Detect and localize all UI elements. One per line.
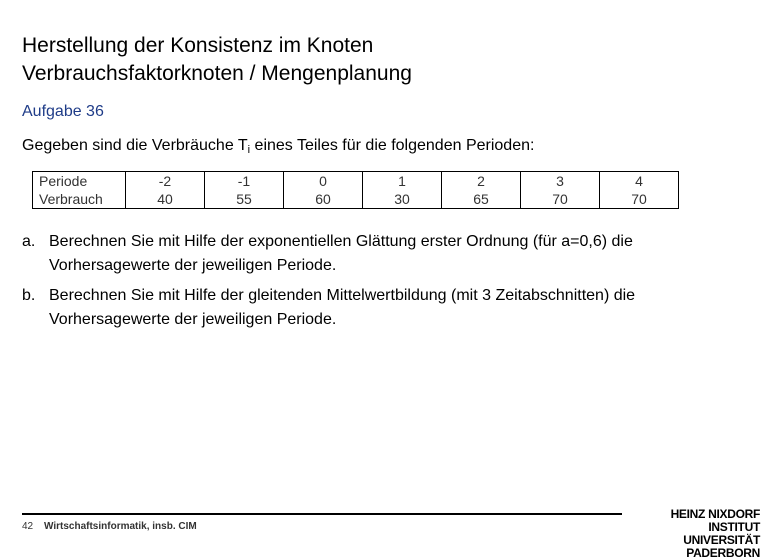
consumption-table bbox=[32, 171, 679, 209]
table-cell: 4 bbox=[600, 172, 679, 191]
intro-subscript: i bbox=[247, 144, 251, 156]
subtask-b bbox=[22, 284, 742, 332]
intro-text-before: Gegeben sind die Verbräuche T bbox=[22, 137, 248, 154]
table-cell: 30 bbox=[363, 190, 442, 209]
table-cell: 0 bbox=[284, 172, 363, 191]
logo-line-2: UNIVERSITÄT PADERBORN bbox=[683, 533, 760, 560]
institute-logo bbox=[628, 508, 760, 560]
task-intro bbox=[22, 137, 534, 156]
intro-text-after: eines Teiles für die folgenden Perioden: bbox=[250, 137, 535, 154]
table-cell: 40 bbox=[126, 190, 205, 209]
table-cell: 55 bbox=[205, 190, 284, 209]
title-line-2: Verbrauchsfaktorknoten / Mengenplanung bbox=[22, 62, 412, 85]
table-cell: 65 bbox=[442, 190, 521, 209]
row-label-verbrauch: Verbrauch bbox=[33, 190, 126, 209]
table-cell: -2 bbox=[126, 172, 205, 191]
subtask-marker: b. bbox=[22, 287, 36, 304]
table-cell: 70 bbox=[521, 190, 600, 209]
subtask-a bbox=[22, 230, 742, 278]
table-cell: 3 bbox=[521, 172, 600, 191]
subtask-text: Berechnen Sie mit Hilfe der gleitenden Mittelwertbildung (mit 3 Zeitabschnitten) die Vorhersagewerte der jeweiligen Periode. bbox=[49, 287, 636, 328]
table-cell: 70 bbox=[600, 190, 679, 209]
footer-course: Wirtschaftsinformatik, insb. CIM bbox=[44, 521, 197, 532]
table-cell: 1 bbox=[363, 172, 442, 191]
subtask-text: Berechnen Sie mit Hilfe der exponentiellen Glättung erster Ordnung (für a=0,6) die Vorhersagewerte der jeweiligen Periode. bbox=[49, 233, 633, 274]
logo-line-1: HEINZ NIXDORF INSTITUT bbox=[670, 507, 760, 534]
subtask-marker: a. bbox=[22, 233, 36, 250]
footer-divider bbox=[22, 513, 622, 515]
table-row-verbrauch bbox=[33, 190, 679, 209]
table-cell: 60 bbox=[284, 190, 363, 209]
table-cell: 2 bbox=[442, 172, 521, 191]
page-title bbox=[22, 32, 412, 88]
row-label-periode: Periode bbox=[33, 172, 126, 191]
table-cell: -1 bbox=[205, 172, 284, 191]
task-heading: Aufgabe 36 bbox=[22, 103, 104, 120]
title-line-1: Herstellung der Konsistenz im Knoten bbox=[22, 34, 374, 57]
table-row-periode bbox=[33, 172, 679, 191]
page-number: 42 bbox=[22, 521, 34, 532]
